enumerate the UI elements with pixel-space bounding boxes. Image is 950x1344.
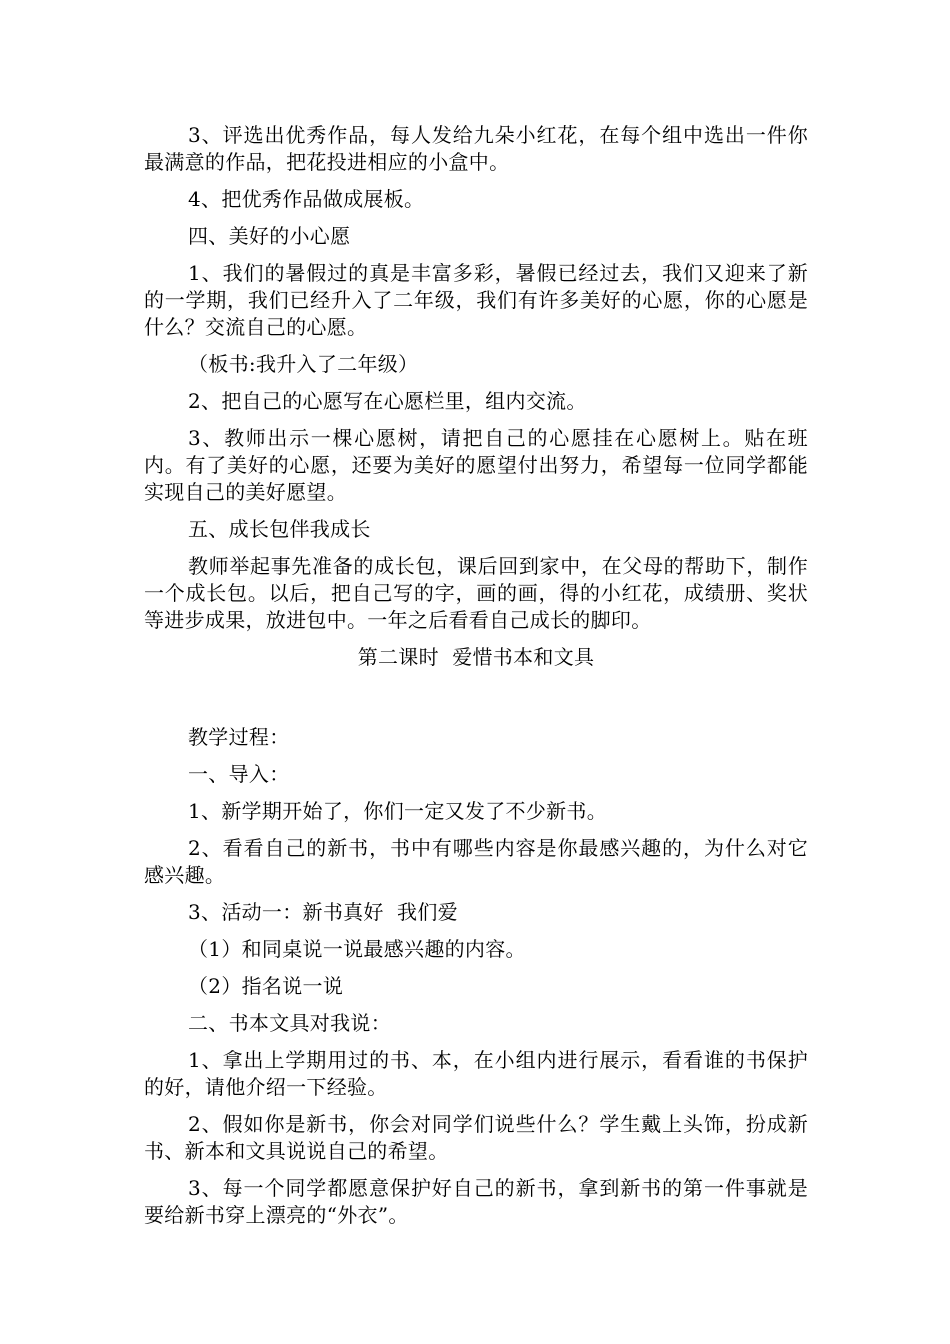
paragraph: 1、我们的暑假过的真是丰富多彩，暑假已经过去，我们又迎来了新的一学期，我们已经升入了二年级，我们有许多美好的心愿，你的心愿是什么？交流自己的心愿。 <box>144 261 808 339</box>
paragraph: 教师举起事先准备的成长包，课后回到家中，在父母的帮助下，制作一个成长包。以后，把自己写的字，画的画，得的小红花，成绩册、奖状等进步成果，放进包中。一年之后看看自己成长的脚印。 <box>144 554 808 632</box>
paragraph: 4、把优秀作品做成展板。 <box>188 187 425 211</box>
paragraph: 3、活动一：新书真好 我们爱 <box>188 900 458 924</box>
section-heading: 一、导入： <box>188 762 290 786</box>
spacer <box>144 681 808 724</box>
paragraph: 1、拿出上学期用过的书、本，在小组内进行展示，看看谁的书保护的好，请他介绍一下经验。 <box>144 1048 808 1099</box>
lesson-title: 第二课时 爱惜书本和文具 <box>357 645 595 669</box>
paragraph: 3、每一个同学都愿意保护好自己的新书，拿到新书的第一件事就是要给新书穿上漂亮的“外衣”。 <box>144 1176 808 1227</box>
paragraph: （板书:我升入了二年级） <box>188 352 419 376</box>
paragraph: 2、把自己的心愿写在心愿栏里，组内交流。 <box>188 389 587 413</box>
paragraph: （1）和同桌说一说最感兴趣的内容。 <box>188 937 526 961</box>
section-heading: 二、书本文具对我说： <box>188 1011 391 1035</box>
section-heading: 四、美好的小心愿 <box>188 224 351 248</box>
paragraph: 3、教师出示一棵心愿树，请把自己的心愿挂在心愿树上。贴在班内。有了美好的心愿，还要为美好的愿望付出努力，希望每一位同学都能实现自己的美好愿望。 <box>144 426 808 504</box>
paragraph: 3、评选出优秀作品，每人发给九朵小红花，在每个组中选出一件你最满意的作品，把花投进相应的小盒中。 <box>144 123 808 174</box>
paragraph: 教学过程： <box>188 725 290 749</box>
paragraph: 2、假如你是新书，你会对同学们说些什么？学生戴上头饰，扮成新书、新本和文具说说自己的希望。 <box>144 1112 808 1163</box>
paragraph: 2、看看自己的新书，书中有哪些内容是你最感兴趣的，为什么对它感兴趣。 <box>144 836 808 887</box>
section-heading: 五、成长包伴我成长 <box>188 517 371 541</box>
document-page <box>144 122 808 1239</box>
paragraph: 1、新学期开始了，你们一定又发了不少新书。 <box>188 799 608 823</box>
paragraph: （2）指名说一说 <box>188 974 344 998</box>
